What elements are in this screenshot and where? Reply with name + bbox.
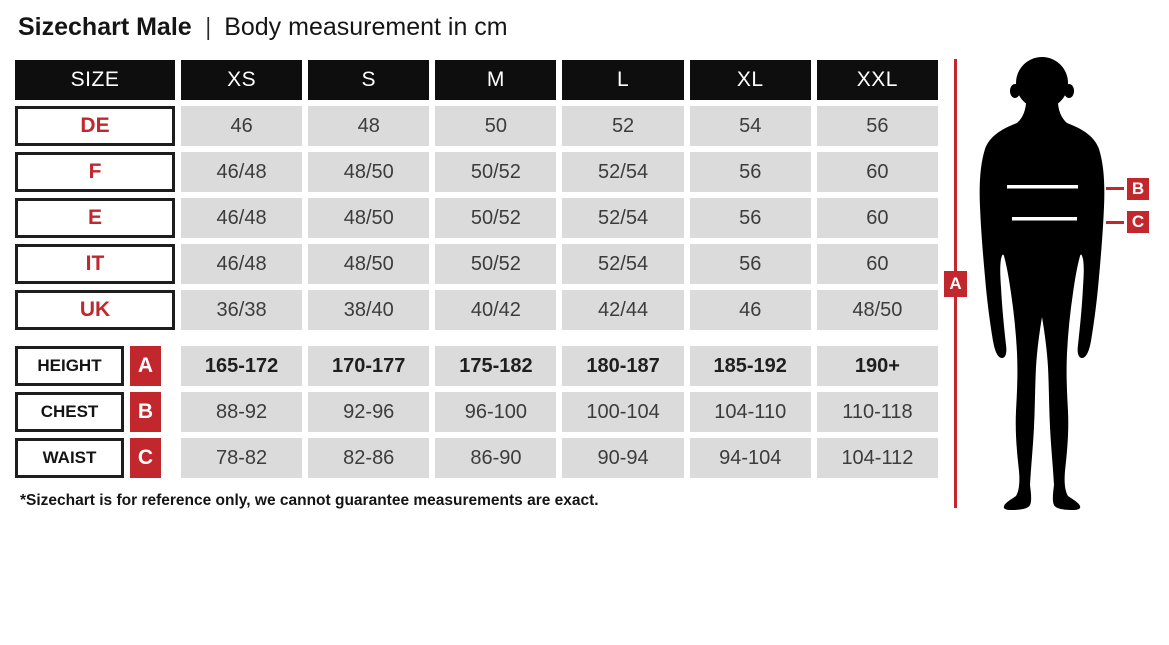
- footnote-text: *Sizechart is for reference only, we cannot guarantee measurements are exact.: [20, 492, 599, 509]
- table-cell: 100-104: [562, 392, 683, 432]
- row-label-e: E: [15, 198, 175, 238]
- table-cell: 96-100: [435, 392, 556, 432]
- table-cell: 94-104: [690, 438, 811, 478]
- table-cell: 46/48: [181, 198, 302, 238]
- header-col-m: M: [435, 60, 556, 100]
- table-cell: 42/44: [562, 290, 683, 330]
- table-cell: 82-86: [308, 438, 429, 478]
- table-cell: 38/40: [308, 290, 429, 330]
- page-title: [18, 13, 508, 42]
- figure-marker-c: C: [1124, 208, 1152, 236]
- figure-ear-left: [1010, 84, 1020, 98]
- figure-marker-b: B: [1124, 175, 1152, 203]
- table-cell: 180-187: [562, 346, 683, 386]
- table-cell: 50/52: [435, 244, 556, 284]
- figure-marker-a: A: [944, 271, 967, 297]
- row-label-chest-group: [15, 392, 161, 432]
- table-cell: 52/54: [562, 152, 683, 192]
- title-subtitle: Body measurement in cm: [224, 13, 508, 41]
- table-cell: 54: [690, 106, 811, 146]
- waist-marker-connector: [1106, 221, 1125, 224]
- chest-measure-line: [1007, 185, 1078, 189]
- title-separator: |: [205, 13, 211, 41]
- row-label-waist: WAIST: [15, 438, 124, 478]
- measurement-table: [15, 346, 938, 478]
- figure-body: [980, 95, 1105, 510]
- table-cell: 56: [690, 244, 811, 284]
- row-label-de: DE: [15, 106, 175, 146]
- table-cell: 60: [817, 198, 938, 238]
- table-cell: 190+: [817, 346, 938, 386]
- table-cell: 46/48: [181, 152, 302, 192]
- table-cell: 104-110: [690, 392, 811, 432]
- table-cell: 90-94: [562, 438, 683, 478]
- table-cell: 46/48: [181, 244, 302, 284]
- header-col-xxl: XXL: [817, 60, 938, 100]
- table-cell: 56: [690, 198, 811, 238]
- size-table: [15, 60, 938, 330]
- header-col-l: L: [562, 60, 683, 100]
- header-col-xl: XL: [690, 60, 811, 100]
- table-cell: 48/50: [308, 198, 429, 238]
- chest-marker-connector: [1106, 187, 1125, 190]
- table-cell: 48/50: [308, 244, 429, 284]
- table-cell: 56: [817, 106, 938, 146]
- table-cell: 170-177: [308, 346, 429, 386]
- waist-measure-line: [1012, 217, 1077, 221]
- row-label-it: IT: [15, 244, 175, 284]
- table-cell: 165-172: [181, 346, 302, 386]
- table-cell: 78-82: [181, 438, 302, 478]
- male-silhouette-figure: [973, 55, 1113, 513]
- header-col-xs: XS: [181, 60, 302, 100]
- table-cell: 48/50: [308, 152, 429, 192]
- table-cell: 46: [181, 106, 302, 146]
- table-cell: 175-182: [435, 346, 556, 386]
- row-label-chest: CHEST: [15, 392, 124, 432]
- table-cell: 52/54: [562, 244, 683, 284]
- table-cell: 185-192: [690, 346, 811, 386]
- table-cell: 52: [562, 106, 683, 146]
- table-cell: 50: [435, 106, 556, 146]
- table-cell: 52/54: [562, 198, 683, 238]
- table-cell: 86-90: [435, 438, 556, 478]
- row-label-waist-group: [15, 438, 161, 478]
- table-cell: 88-92: [181, 392, 302, 432]
- marker-badge-a: A: [130, 346, 161, 386]
- table-cell: 40/42: [435, 290, 556, 330]
- header-col-s: S: [308, 60, 429, 100]
- table-cell: 104-112: [817, 438, 938, 478]
- table-cell: 46: [690, 290, 811, 330]
- row-label-height-group: [15, 346, 161, 386]
- row-label-height: HEIGHT: [15, 346, 124, 386]
- table-cell: 60: [817, 244, 938, 284]
- table-cell: 60: [817, 152, 938, 192]
- title-main: Sizechart Male: [18, 13, 192, 41]
- table-cell: 48/50: [817, 290, 938, 330]
- figure-ear-right: [1064, 84, 1074, 98]
- table-cell: 110-118: [817, 392, 938, 432]
- table-cell: 36/38: [181, 290, 302, 330]
- marker-badge-c: C: [130, 438, 161, 478]
- table-cell: 56: [690, 152, 811, 192]
- marker-badge-b: B: [130, 392, 161, 432]
- table-cell: 50/52: [435, 198, 556, 238]
- table-cell: 48: [308, 106, 429, 146]
- table-cell: 50/52: [435, 152, 556, 192]
- row-label-f: F: [15, 152, 175, 192]
- header-size: SIZE: [15, 60, 175, 100]
- row-label-uk: UK: [15, 290, 175, 330]
- table-cell: 92-96: [308, 392, 429, 432]
